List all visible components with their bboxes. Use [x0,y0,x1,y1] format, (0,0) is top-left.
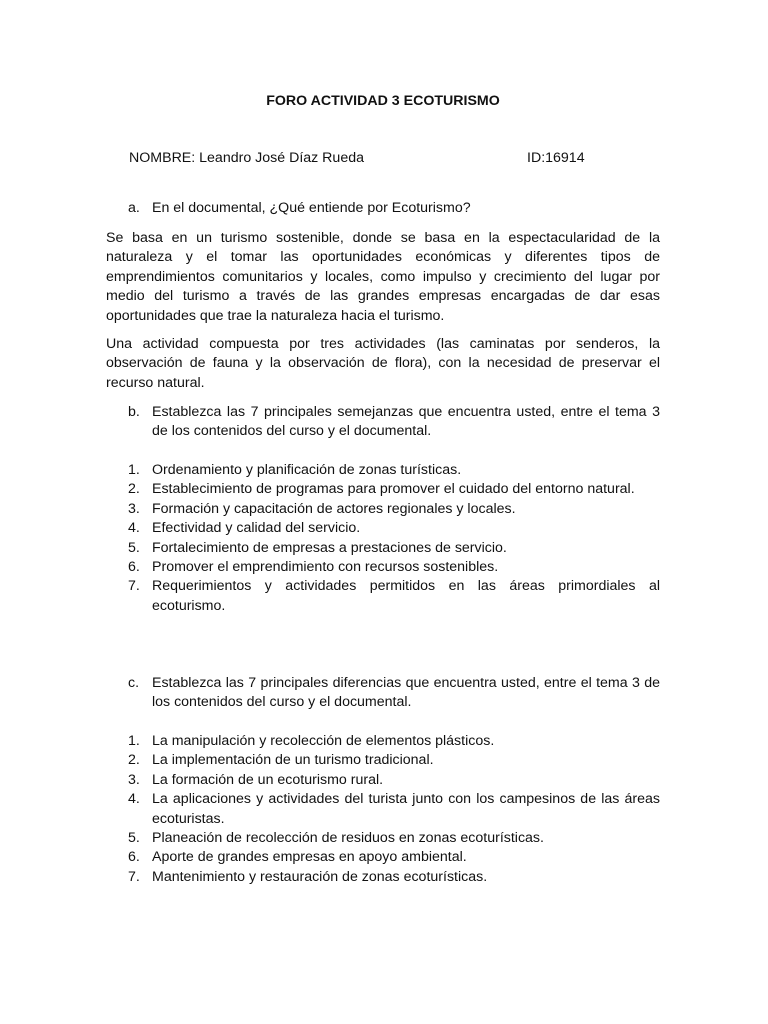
student-name: NOMBRE: Leandro José Díaz Rueda [129,150,364,166]
list-item-text: La manipulación y recolección de elementos plásticos. [152,733,495,749]
list-item [106,771,660,790]
list-item-text: Efectividad y calidad del servicio. [152,520,361,537]
list-item-number: 7. [128,578,140,595]
list-item [106,500,660,519]
question-c [106,674,660,713]
list-item-number: 7. [128,868,140,885]
answer-a-paragraph-1: Se basa en un turismo sostenible, donde se basa en la espectacularidad de la naturaleza y el tomar las oportunidades económicas y diferentes tipos de emprendimientos comunitarios y locales, como impulso y crecimiento del lugar por medio del turismo a través de las grandes empresas encargadas de dar esas oportunidades que trae la naturaleza hacia el turismo. [106,230,660,324]
list-item-number: 3. [128,500,140,517]
list-item-text: Aporte de grandes empresas en apoyo ambiental. [152,849,467,866]
list-item [106,539,660,558]
list-item [106,577,660,616]
similarities-list [106,461,660,616]
list-item-number: 6. [128,559,140,576]
list-item-text: La implementación de un turismo tradicional. [152,752,434,769]
list-item-number: 5. [128,830,140,847]
question-b [106,403,660,442]
list-item-text: Establecimiento de programas para promover el cuidado del entorno natural. [152,481,635,498]
question-b-text: Establezca las 7 principales semejanzas que encuentra usted, entre el tema 3 de los contenidos del curso y el documental. [152,404,660,440]
list-item-text: Fortalecimiento de empresas a prestaciones de servicio. [152,539,507,556]
list-item [106,751,660,770]
differences-list [106,732,660,887]
list-item [106,480,660,499]
list-item-number: 2. [128,481,140,498]
list-item [106,829,660,848]
list-item [106,558,660,577]
list-item-number: 1. [128,462,140,478]
question-a-text: En el documental, ¿Qué entiende por Ecoturismo? [152,200,471,216]
list-item [106,868,660,887]
student-id: ID:16914 [527,150,585,166]
list-item-text: Mantenimiento y restauración de zonas ecoturísticas. [152,868,488,885]
list-item-number: 3. [128,771,140,788]
list-item-text: Requerimientos y actividades permitidos en las áreas primordiales al ecoturismo. [152,578,660,614]
list-item-number: 5. [128,539,140,556]
list-item-number: 4. [128,520,140,537]
list-item-text: Planeación de recolección de residuos en zonas ecoturísticas. [152,830,544,847]
list-item-number: 6. [128,849,140,866]
list-item-number: 2. [128,752,140,769]
list-item [106,732,660,751]
question-b-marker: b. [128,404,140,420]
list-item-text: Formación y capacitación de actores regionales y locales. [152,500,516,517]
question-c-marker: c. [128,675,140,691]
question-a [106,199,660,218]
list-item-number: 4. [128,791,140,808]
list-item-text: Promover el emprendimiento con recursos sostenibles. [152,559,499,576]
list-item [106,790,660,829]
question-c-text: Establezca las 7 principales diferencias que encuentra usted, entre el tema 3 de los contenidos del curso y el documental. [152,675,660,711]
list-item-number: 1. [128,733,140,749]
list-item [106,461,660,480]
answer-a-paragraph-2: Una actividad compuesta por tres actividades (las caminatas por senderos, la observación de fauna y la observación de flora), con la necesidad de preservar el recurso natural. [106,336,660,391]
list-item-text: La aplicaciones y actividades del turista junto con los campesinos de las áreas ecoturistas. [152,791,660,827]
question-a-marker: a. [128,200,140,216]
list-item [106,519,660,538]
list-item-text: La formación de un ecoturismo rural. [152,771,384,788]
document-title: FORO ACTIVIDAD 3 ECOTURISMO [266,93,500,109]
list-item [106,848,660,867]
list-item-text: Ordenamiento y planificación de zonas turísticas. [152,462,462,478]
